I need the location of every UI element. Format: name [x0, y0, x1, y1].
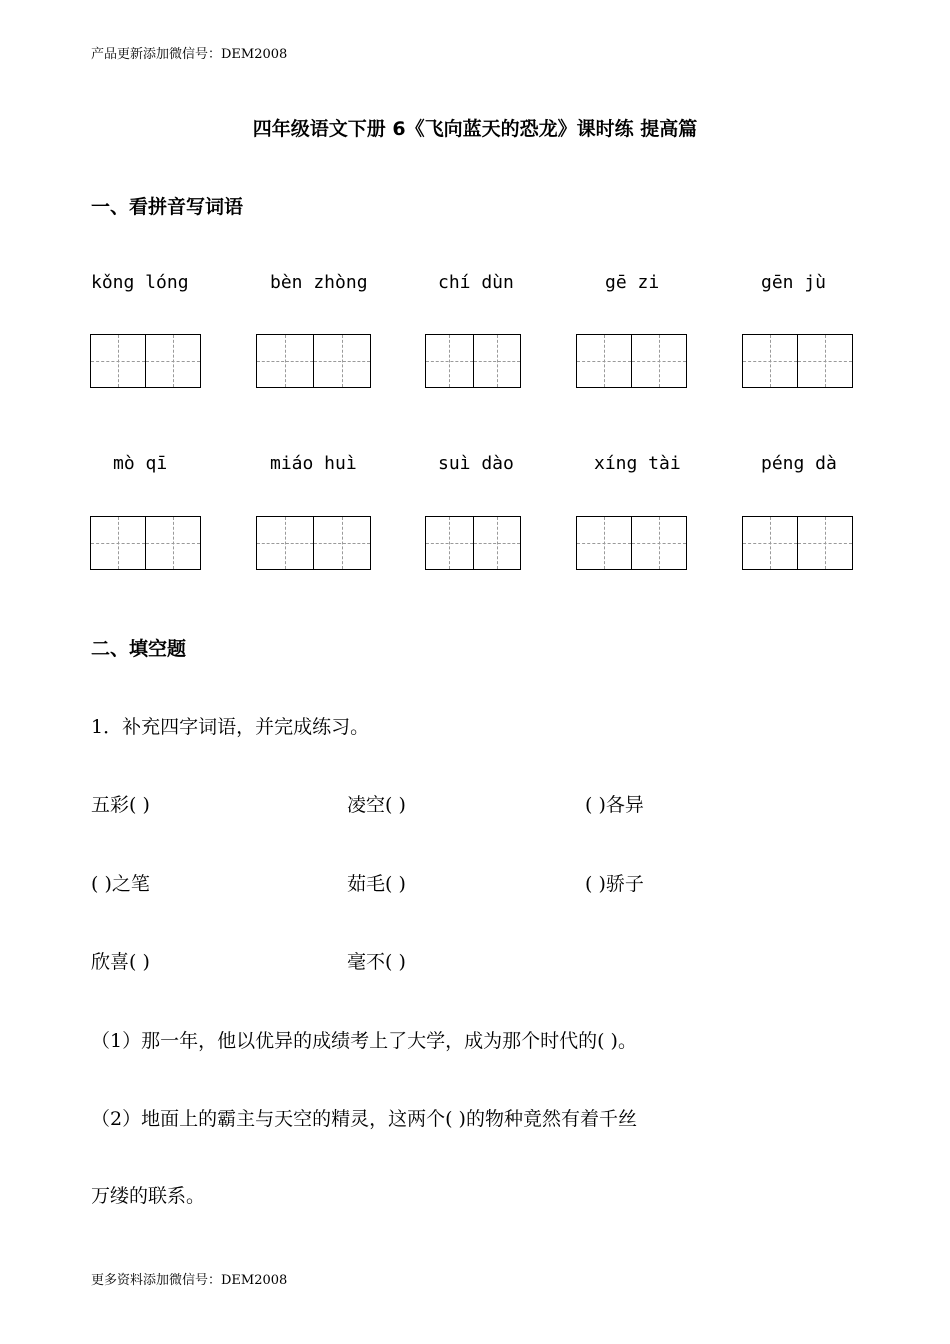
writing-cell[interactable]	[91, 517, 145, 569]
writing-cell[interactable]	[145, 335, 200, 387]
pinyin-label: gēn jù	[761, 272, 827, 293]
idiom-blank[interactable]: ( )骄子	[585, 873, 644, 895]
idiom-blank[interactable]: 毫不( )	[347, 951, 406, 973]
pinyin-label: bèn zhòng	[270, 272, 368, 293]
pinyin-label: péng dà	[761, 453, 837, 474]
pinyin-label: xíng tài	[594, 453, 681, 474]
writing-cell[interactable]	[797, 517, 852, 569]
writing-cell[interactable]	[257, 335, 313, 387]
idiom-blank[interactable]: 欣喜( )	[91, 951, 150, 973]
question-prompt: 1．补充四字词语，并完成练习。	[91, 716, 370, 738]
writing-cell[interactable]	[145, 517, 200, 569]
writing-cell[interactable]	[473, 517, 521, 569]
writing-box[interactable]	[256, 334, 371, 388]
pinyin-label: suì dào	[438, 453, 514, 474]
pinyin-label: miáo huì	[270, 453, 357, 474]
writing-cell[interactable]	[743, 517, 797, 569]
writing-box[interactable]	[576, 334, 687, 388]
page-header: 产品更新添加微信号：DEM2008	[91, 47, 288, 62]
writing-box[interactable]	[90, 516, 201, 570]
writing-cell[interactable]	[257, 517, 313, 569]
sub-question-2-continued: 万缕的联系。	[91, 1185, 206, 1207]
writing-box[interactable]	[256, 516, 371, 570]
writing-cell[interactable]	[426, 335, 473, 387]
page-footer: 更多资料添加微信号：DEM2008	[91, 1273, 288, 1288]
page-title: 四年级语文下册 6《飞向蓝天的恐龙》课时练 提高篇	[252, 118, 698, 140]
writing-cell[interactable]	[473, 335, 521, 387]
idiom-blank[interactable]: 凌空( )	[347, 794, 406, 816]
pinyin-label: kǒng lóng	[91, 272, 189, 293]
sub-question-2[interactable]: （2）地面上的霸主与天空的精灵，这两个( )的物种竟然有着千丝	[91, 1108, 637, 1130]
section-heading-pinyin: 一、看拼音写词语	[91, 196, 244, 218]
writing-cell[interactable]	[631, 517, 686, 569]
writing-cell[interactable]	[313, 335, 370, 387]
pinyin-label: gē zi	[605, 272, 660, 293]
writing-cell[interactable]	[426, 517, 473, 569]
writing-cell[interactable]	[577, 517, 631, 569]
writing-box[interactable]	[425, 334, 521, 388]
idiom-blank[interactable]: ( )之笔	[91, 873, 150, 895]
writing-cell[interactable]	[577, 335, 631, 387]
idiom-blank[interactable]: 茹毛( )	[347, 873, 406, 895]
idiom-blank[interactable]: ( )各异	[585, 794, 644, 816]
writing-box[interactable]	[742, 516, 853, 570]
writing-box[interactable]	[425, 516, 521, 570]
idiom-blank[interactable]: 五彩( )	[91, 794, 150, 816]
writing-box[interactable]	[576, 516, 687, 570]
pinyin-label: mò qī	[113, 453, 168, 474]
pinyin-label: chí dùn	[438, 272, 514, 293]
writing-cell[interactable]	[313, 517, 370, 569]
writing-cell[interactable]	[631, 335, 686, 387]
sub-question-1[interactable]: （1）那一年，他以优异的成绩考上了大学，成为那个时代的( )。	[91, 1030, 637, 1052]
section-heading-fill: 二、填空题	[91, 638, 187, 660]
writing-cell[interactable]	[91, 335, 145, 387]
writing-cell[interactable]	[797, 335, 852, 387]
writing-box[interactable]	[742, 334, 853, 388]
writing-cell[interactable]	[743, 335, 797, 387]
writing-box[interactable]	[90, 334, 201, 388]
